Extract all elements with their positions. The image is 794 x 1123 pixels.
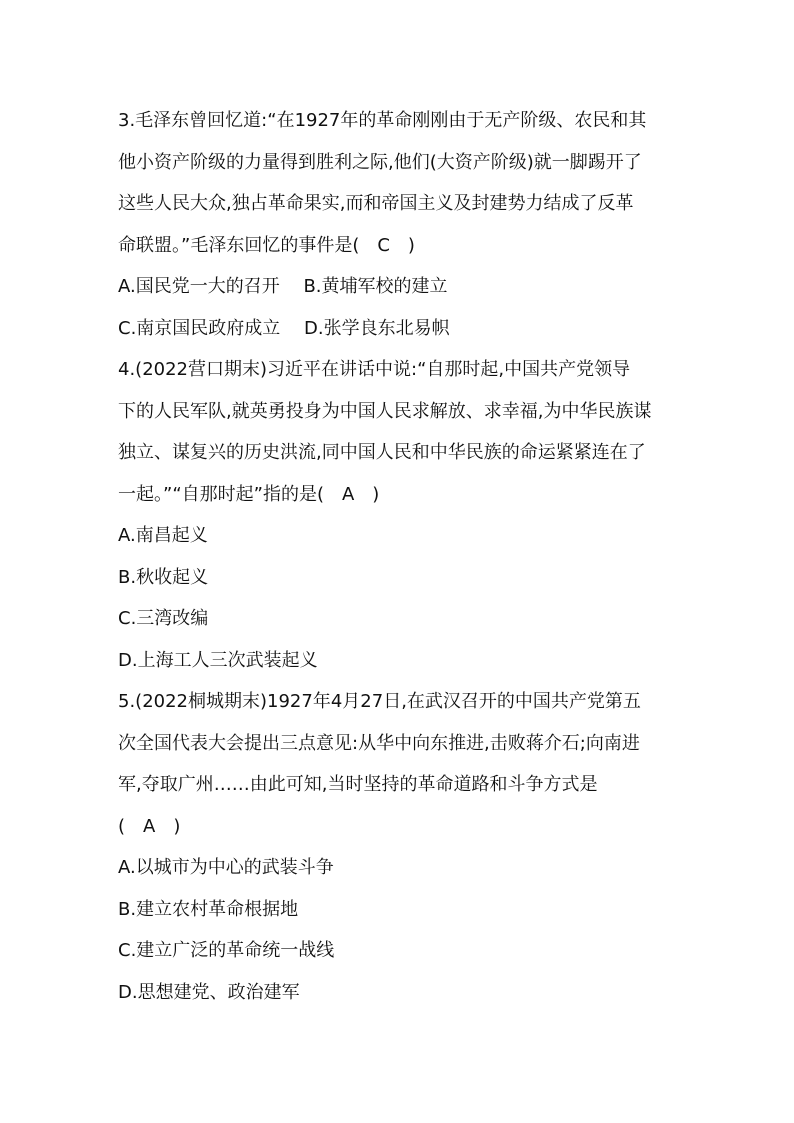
question-4-option-c: C.三湾改编 [118,608,209,629]
question-5-option-d: D.思想建党、政治建军 [118,981,300,1003]
question-3-options-cd: C.南京国民政府成立 D.张学良东北易帜 [118,317,450,339]
question-5-stem-line-3: 军,夺取广州……由此可知,当时坚持的革命道路和斗争方式是 [118,774,598,795]
question-5 [118,681,678,1013]
question-5-option-b: B.建立农村革命根据地 [118,898,299,920]
question-4-option-d: D.上海工人三次武装起义 [118,649,318,671]
question-3 [118,100,678,349]
question-3-options-ab: A.国民党一大的召开 B.黄埔军校的建立 [118,276,448,297]
question-5-option-a: A.以城市为中心的武装斗争 [118,857,334,878]
question-5-option-c: C.建立广泛的革命统一战线 [118,940,335,961]
question-5-stem-line-1: 5.(2022桐城期末)1927年4月27日,在武汉召开的中国共产党第五 [118,691,641,712]
question-4-stem-line-4: 一起。”“自那时起”指的是( A ) [118,483,380,505]
question-3-stem-line-1: 3.毛泽东曾回忆道:“在1927年的革命刚刚由于无产阶级、农民和其 [118,110,647,131]
question-4-option-a: A.南昌起义 [118,525,208,546]
question-4-option-b: B.秋收起义 [118,566,209,588]
question-4-stem-line-1: 4.(2022营口期末)习近平在讲话中说:“自那时起,中国共产党领导 [118,359,631,380]
question-3-stem-line-4: 命联盟。”毛泽东回忆的事件是( C ) [118,234,415,256]
question-3-stem-line-2: 他小资产阶级的力量得到胜利之际,他们(大资产阶级)就一脚踢开了 [118,151,642,173]
question-list [118,100,678,1013]
question-3-stem-line-3: 这些人民大众,独占革命果实,而和帝国主义及封建势力结成了反革 [118,193,634,214]
question-5-stem-line-4: ( A ) [118,815,181,837]
question-4-stem-line-3: 独立、谋复兴的历史洪流,同中国人民和中华民族的命运紧紧连在了 [118,442,646,463]
question-4-stem-line-2: 下的人民军队,就英勇投身为中国人民求解放、求幸福,为中华民族谋 [118,400,652,422]
question-4 [118,349,678,681]
question-5-stem-line-2: 次全国代表大会提出三点意见:从华中向东推进,击败蒋介石;向南进 [118,732,640,754]
